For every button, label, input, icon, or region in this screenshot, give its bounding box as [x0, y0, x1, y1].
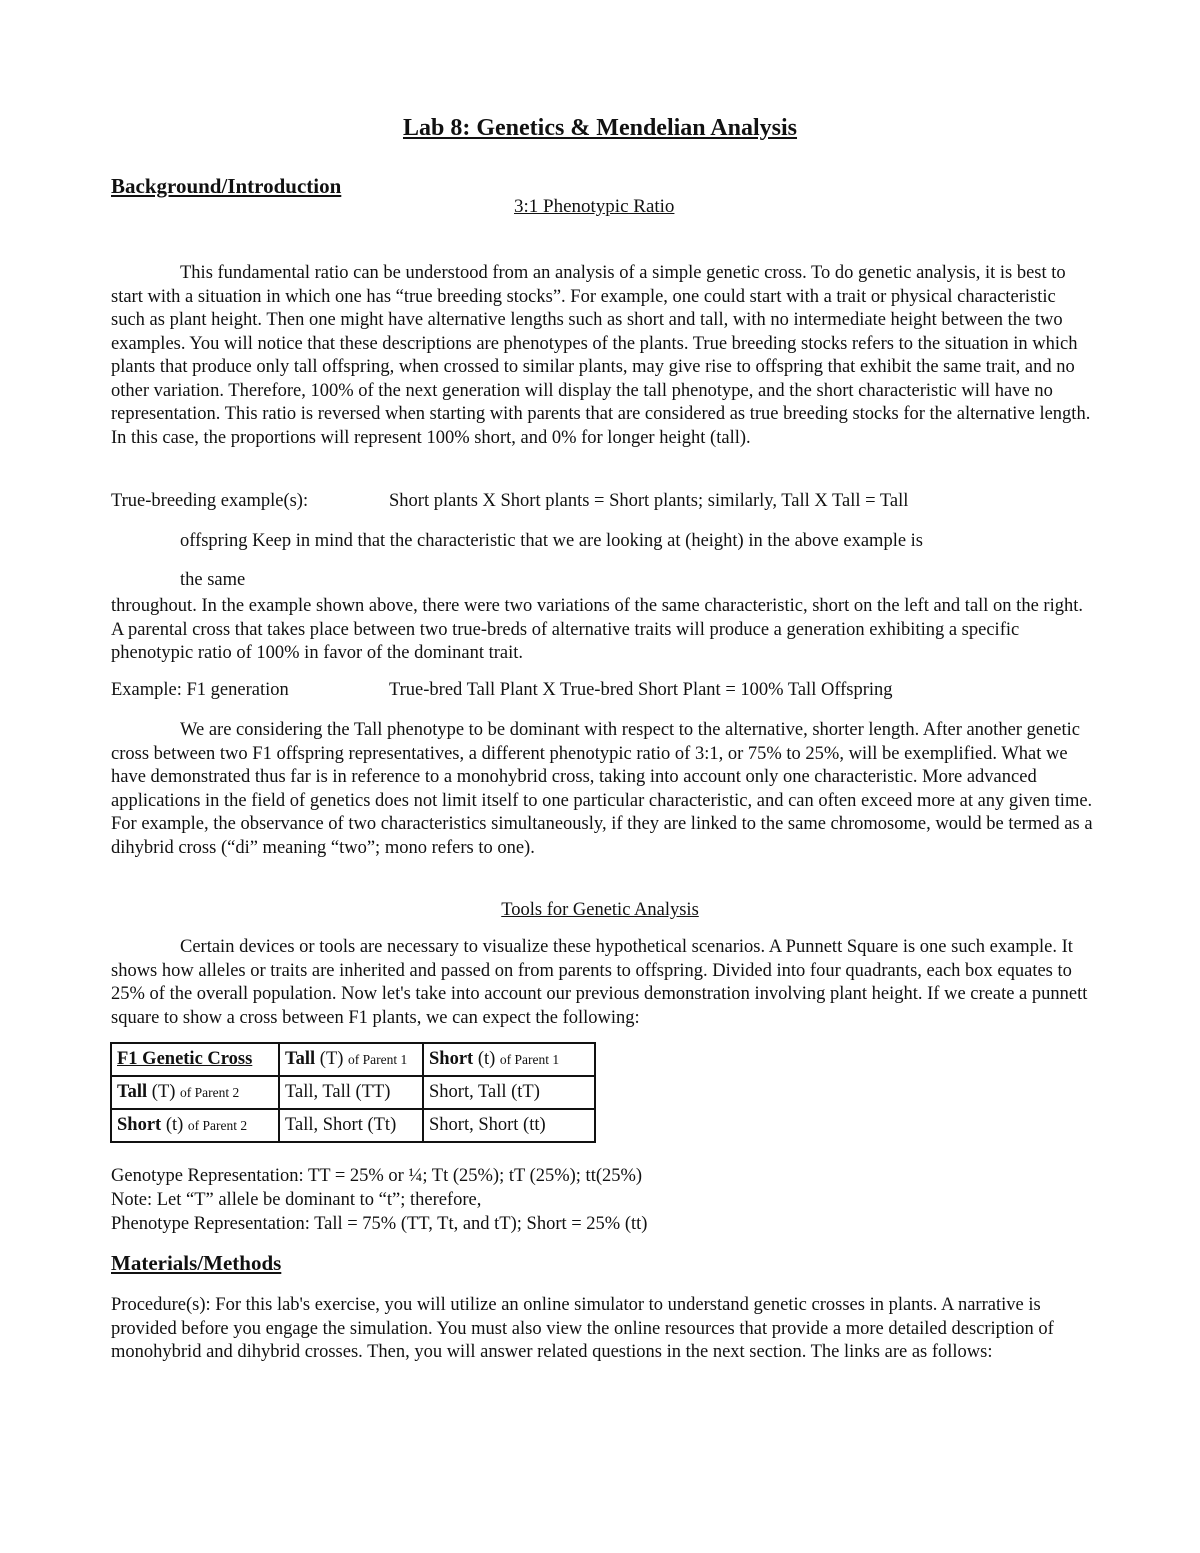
- true-breeding-continuation: throughout. In the example shown above, there were two variations of the same characteristic, short on the left and tall on the right. A parental cross that takes place between two true-breds of alternative traits will produce a generation exhibiting a specific phenotypic ratio of 100% in favor of the dominant trait.: [111, 596, 1083, 663]
- row-header-tall: [111, 1076, 279, 1109]
- table-cell: Tall, Tall (TT): [279, 1076, 423, 1109]
- col2-parent: of Parent 1: [499, 1052, 560, 1067]
- true-breeding-line-2: offspring Keep in mind that the characteristic that we are looking at (height) in the above example is: [180, 531, 924, 551]
- row2-parent: of Parent 2: [187, 1118, 248, 1133]
- row1-allele: (T): [147, 1082, 181, 1102]
- example-label: Example: F1 generation: [111, 680, 289, 700]
- genotype-line: Genotype Representation: TT = 25% or ¼; Tt (25%); tT (25%); tt(25%): [111, 1166, 643, 1186]
- tools-paragraph: Certain devices or tools are necessary to visualize these hypothetical scenarios. A Punnett Square is one such example. It shows how alleles or traits are inherited and passed on from parents to offspring. Divided into four quadrants, each box equates to 25% of the overall population. Now let's take into account our previous demonstration involving plant height. If we create a punnett square to show a cross between F1 plants, we can expect the following:: [111, 937, 1088, 1028]
- row1-parent: of Parent 2: [180, 1085, 240, 1100]
- true-breeding-line-3: the same: [180, 570, 246, 590]
- intro-paragraph: This fundamental ratio can be understood from an analysis of a simple genetic cross. To do genetic analysis, it is best to start with a situation in which one has “true breeding stocks”. For example, one could start with a trait or physical characteristic such as plant height. Then one might have alternative lengths such as short and tall, with no intermediate height between the two examples. You will notice that these descriptions are phenotypes of the plants. True breeding stocks refers to the situation in which plants that produce only tall offspring, when crossed to similar plants, may give rise to offspring that exhibit the same trait, and no other variation. Therefore, 100% of the next generation will display the tall phenotype, and the short characteristic will have no representation. This ratio is reversed when starting with parents that are considered as true breeding stocks for the alternative length. In this case, the proportions will represent 100% short, and 0% for longer height (tall).: [111, 263, 1091, 448]
- row-header-short: [111, 1109, 279, 1142]
- col1-bold: Tall: [285, 1049, 316, 1069]
- row2-bold: Short: [117, 1115, 162, 1135]
- table-row: [111, 1109, 595, 1142]
- phenotype-line: Phenotype Representation: Tall = 75% (TT, Tt, and tT); Short = 25% (tt): [111, 1214, 648, 1234]
- col2-allele: (t): [473, 1049, 500, 1069]
- materials-heading: Materials/Methods: [111, 1251, 282, 1275]
- col1-allele: (T): [315, 1049, 349, 1069]
- procedure-paragraph: Procedure(s): For this lab's exercise, you will utilize an online simulator to understand genetic crosses in plants. A narrative is provided before you engage the simulation. You must also view the online resources that provide a more detailed description of monohybrid and dihybrid crosses. Then, you will answer related questions in the next section. The links are as follows:: [111, 1295, 1054, 1362]
- column-header-short: [423, 1043, 595, 1076]
- example-value: True-bred Tall Plant X True-bred Short Plant = 100% Tall Offspring: [389, 680, 893, 700]
- note-line: Note: Let “T” allele be dominant to “t”; therefore,: [111, 1190, 482, 1210]
- row1-bold: Tall: [117, 1082, 148, 1102]
- tools-heading: Tools for Genetic Analysis: [501, 900, 699, 920]
- col2-bold: Short: [429, 1049, 474, 1069]
- dominance-paragraph: We are considering the Tall phenotype to be dominant with respect to the alternative, shorter length. After another genetic cross between two F1 offspring representatives, a different phenotypic ratio of 3:1, or 75% to 25%, will be exemplified. What we have demonstrated thus far is in reference to a monohybrid cross, taking into account only one characteristic. More advanced applications in the field of genetics does not limit itself to one particular characteristic, and can often exceed more at any given time. For example, the observance of two characteristics simultaneously, if they are linked to the same chromosome, would be termed as a dihybrid cross (“di” meaning “two”; mono refers to one).: [111, 720, 1093, 858]
- punnett-square-table: [110, 1042, 596, 1143]
- table-cell: Tall, Short (Tt): [279, 1109, 423, 1142]
- corner-label: F1 Genetic Cross: [117, 1049, 253, 1069]
- document-title: Lab 8: Genetics & Mendelian Analysis: [402, 115, 798, 141]
- column-header-tall: [279, 1043, 423, 1076]
- true-breeding-label: True-breeding example(s):: [111, 491, 309, 511]
- table-cell: Short, Short (tt): [423, 1109, 595, 1142]
- ratio-subheading: 3:1 Phenotypic Ratio: [514, 196, 675, 217]
- col1-parent: of Parent 1: [348, 1052, 408, 1067]
- true-breeding-value: Short plants X Short plants = Short plants; similarly, Tall X Tall = Tall: [389, 491, 909, 511]
- table-cell: Short, Tall (tT): [423, 1076, 595, 1109]
- table-corner-cell: [111, 1043, 279, 1076]
- representation-block: [111, 1164, 647, 1236]
- background-heading: Background/Introduction: [111, 174, 342, 198]
- table-row: [111, 1043, 595, 1076]
- row2-allele: (t): [161, 1115, 188, 1135]
- table-row: [111, 1076, 595, 1109]
